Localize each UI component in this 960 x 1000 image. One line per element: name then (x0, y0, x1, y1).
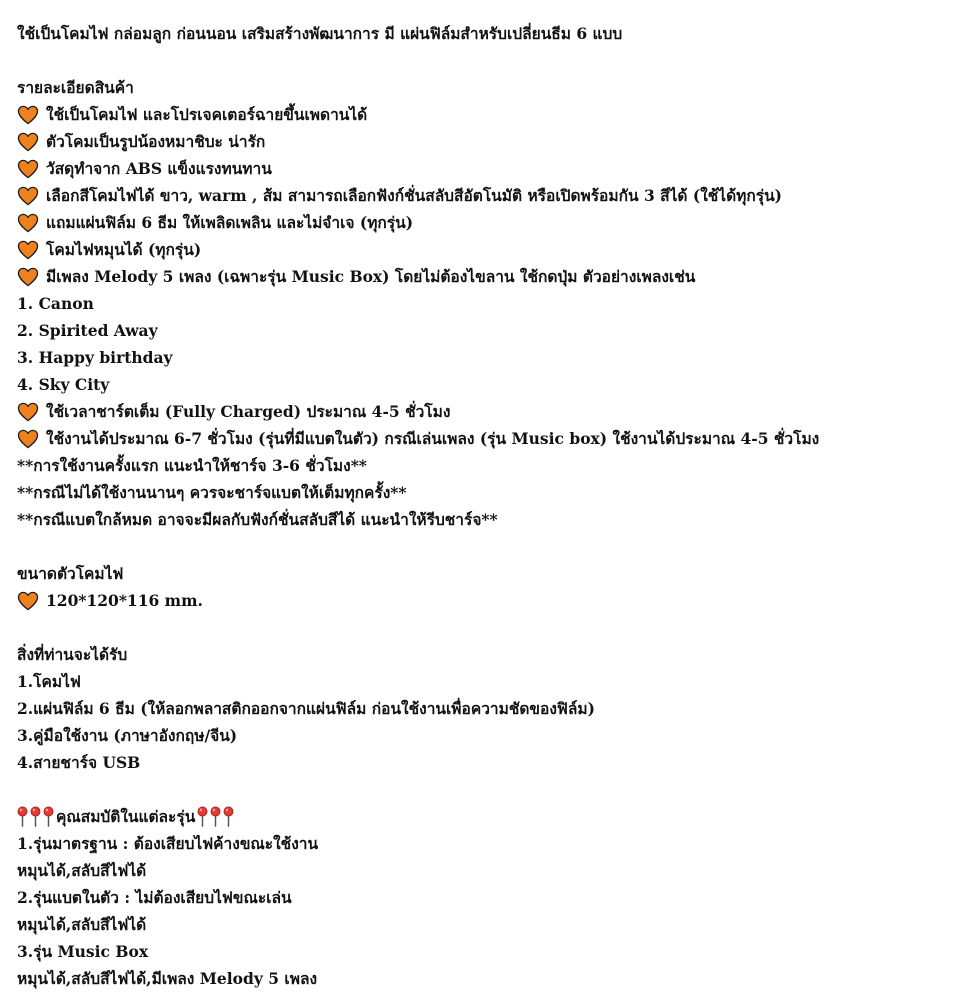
spacer (17, 533, 960, 560)
round-pushpin-icon (223, 806, 234, 828)
package-item: 2.แผ่นฟิล์ม 6 ธีม (ให้ลอกพลาสติกออกจากแผ่นฟิล์ม ก่อนใช้งานเพื่อความชัดของฟิล์ม) (17, 699, 595, 718)
package-item: 1.โคมไฟ (17, 672, 81, 691)
orange-heart-icon (17, 186, 39, 206)
package-item: 4.สายชาร์จ USB (17, 753, 141, 772)
feature-item: มีเพลง Melody 5 เพลง (เฉพาะรุ่น Music Box) โดยไม่ต้องไขลาน ใช้กดปุ่ม ตัวอย่างเพลงเช่น (17, 263, 960, 290)
song-item: 1. Canon (17, 294, 94, 313)
round-pushpin-icon (197, 806, 208, 828)
round-pushpin-icon (210, 806, 221, 828)
feature-item: เลือกสีโคมไฟได้ ขาว, warm , ส้ม สามารถเลือกฟังก์ชั่นสลับสีอัตโนมัติ หรือเปิดพร้อมกัน 3 สีได้ (ใช้ได้ทุกรุ่น) (17, 182, 960, 209)
size-heading: ขนาดตัวโคมไฟ (17, 564, 124, 583)
feature-item: แถมแผ่นฟิล์ม 6 ธีม ให้เพลิดเพลิน และไม่จำเจ (ทุกรุ่น) (17, 209, 960, 236)
song-item: 3. Happy birthday (17, 348, 173, 367)
round-pushpin-icon (43, 806, 54, 828)
model-line: 1.รุ่นมาตรฐาน : ต้องเสียบไฟค้างขณะใช้งาน (17, 834, 319, 853)
battery-item: ใช้งานได้ประมาณ 6-7 ชั่วโมง (รุ่นที่มีแบตในตัว) กรณีเล่นเพลง (รุ่น Music box) ใช้งานได้ประมาณ 4-5 ชั่วโมง (17, 425, 960, 452)
round-pushpin-icon (17, 806, 28, 828)
orange-heart-icon (17, 105, 39, 125)
model-line: หมุนได้,สลับสีไฟได้ (17, 861, 147, 880)
model-line: หมุนได้,สลับสีไฟได้,มีเพลง Melody 5 เพลง (17, 969, 318, 988)
feature-item: โคมไฟหมุนได้ (ทุกรุ่น) (17, 236, 960, 263)
orange-heart-icon (17, 132, 39, 152)
feature-item: ใช้เป็นโคมไฟ และโปรเจคเตอร์ฉายขึ้นเพดานได้ (17, 101, 960, 128)
model-line: 2.รุ่นแบตในตัว : ไม่ต้องเสียบไฟขณะเล่น (17, 888, 292, 907)
size-value: 120*120*116 mm. (17, 587, 960, 614)
product-title: ใช้เป็นโคมไฟ กล่อมลูก ก่อนนอน เสริมสร้างพัฒนาการ มี แผ่นฟิล์มสำหรับเปลี่ยนธีม 6 แบบ (17, 24, 623, 43)
charging-note: **กรณีแบตใกล้หมด อาจจะมีผลกับฟังก์ชั่นสลับสีได้ แนะนำให้รีบชาร์จ** (17, 510, 498, 529)
charging-note: **การใช้งานครั้งแรก แนะนำให้ชาร์จ 3-6 ชั่วโมง** (17, 456, 367, 475)
model-line: หมุนได้,สลับสีไฟได้ (17, 915, 147, 934)
orange-heart-icon (17, 591, 39, 611)
details-heading: รายละเอียดสินค้า (17, 78, 134, 97)
model-line: 3.รุ่น Music Box (17, 942, 149, 961)
spacer (17, 47, 960, 74)
package-heading: สิ่งที่ท่านจะได้รับ (17, 645, 128, 664)
orange-heart-icon (17, 267, 39, 287)
battery-item: ใช้เวลาชาร์ตเต็ม (Fully Charged) ประมาณ 4-5 ชั่วโมง (17, 398, 960, 425)
orange-heart-icon (17, 159, 39, 179)
song-item: 2. Spirited Away (17, 321, 158, 340)
round-pushpin-icon (30, 806, 41, 828)
package-item: 3.คู่มือใช้งาน (ภาษาอังกฤษ/จีน) (17, 726, 238, 745)
orange-heart-icon (17, 240, 39, 260)
models-heading: คุณสมบัติในแต่ละรุ่น (17, 803, 960, 830)
orange-heart-icon (17, 429, 39, 449)
spacer (17, 776, 960, 803)
charging-note: **กรณีไม่ได้ใช้งานนานๆ ควรจะชาร์จแบตให้เต็มทุกครั้ง** (17, 483, 407, 502)
feature-item: ตัวโคมเป็นรูปน้องหมาชิบะ น่ารัก (17, 128, 960, 155)
orange-heart-icon (17, 402, 39, 422)
song-item: 4. Sky City (17, 375, 110, 394)
orange-heart-icon (17, 213, 39, 233)
feature-item: วัสดุทำจาก ABS แข็งแรงทนทาน (17, 155, 960, 182)
spacer (17, 614, 960, 641)
